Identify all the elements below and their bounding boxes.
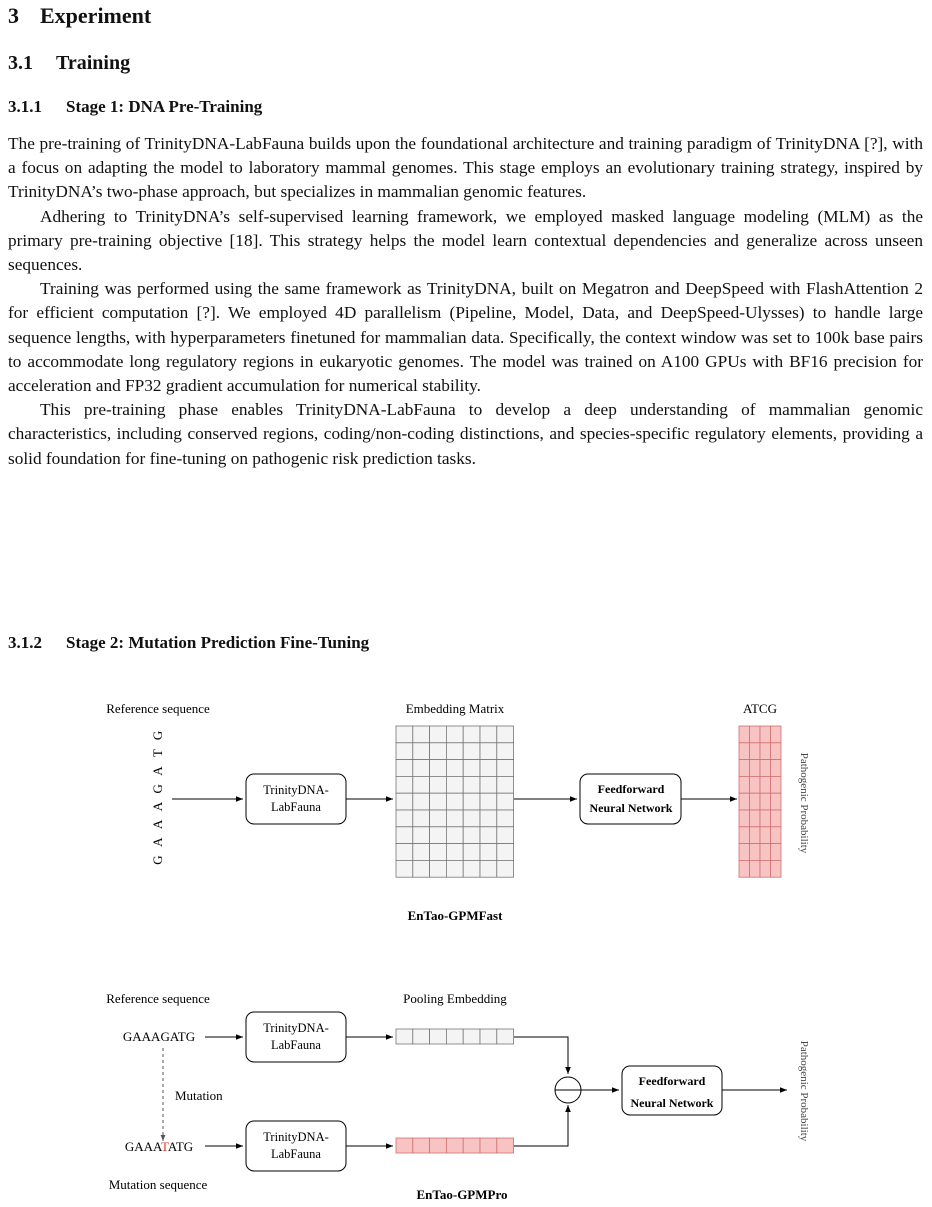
sequence-letter: G xyxy=(150,784,165,794)
embedding-cell xyxy=(396,726,413,743)
output-cell xyxy=(750,793,761,810)
output-cell xyxy=(760,726,771,743)
embedding-cell xyxy=(463,743,480,760)
pooling-cell-mutated xyxy=(497,1138,514,1153)
output-cell xyxy=(760,860,771,877)
embedding-cell xyxy=(396,860,413,877)
embedding-cell xyxy=(480,827,497,844)
pro-ref-label: Reference sequence xyxy=(106,991,210,1006)
mutation-sequence-label: Mutation sequence xyxy=(108,1177,208,1192)
subsection-title: Training xyxy=(56,52,131,74)
embedding-cell xyxy=(480,776,497,793)
paragraph: This pre-training phase enables TrinityDNA-LabFauna to develop a deep understanding of mammalian genomic characteristics, including conserved regions, coding/non-coding distinctions, and species-specific regulatory elements, providing a solid foundation for fine-tuning on pathogenic risk prediction tasks. xyxy=(8,400,923,468)
pro-model-bottom-line1: TrinityDNA- xyxy=(263,1130,329,1144)
sequence-letter: A xyxy=(150,766,165,776)
embedding-cell xyxy=(396,844,413,861)
embedding-cell xyxy=(413,743,430,760)
section-title: Experiment xyxy=(40,3,152,28)
stage2-title: Stage 2: Mutation Prediction Fine-Tuning xyxy=(66,633,370,652)
embedding-cell xyxy=(396,776,413,793)
mutation-label: Mutation xyxy=(175,1088,223,1103)
embedding-cell xyxy=(446,793,463,810)
pooling-cell xyxy=(480,1029,497,1044)
output-cell xyxy=(760,827,771,844)
output-cell xyxy=(739,827,750,844)
pooling-cell-mutated xyxy=(480,1138,497,1153)
pro-ffn-line2: Neural Network xyxy=(630,1096,714,1110)
embedding-cell xyxy=(480,743,497,760)
pooling-cell xyxy=(430,1029,447,1044)
embedding-cell xyxy=(430,793,447,810)
pooling-embedding-mut xyxy=(396,1138,514,1153)
sequence-letter: A xyxy=(150,837,165,847)
output-cell xyxy=(750,760,761,777)
sequence-letter: A xyxy=(150,819,165,830)
embedding-cell xyxy=(413,860,430,877)
embedding-cell xyxy=(413,793,430,810)
embedding-cell xyxy=(497,793,514,810)
output-cell xyxy=(760,810,771,827)
pro-model-top-line2: LabFauna xyxy=(271,1038,321,1052)
pro-model-bottom-line2: LabFauna xyxy=(271,1147,321,1161)
embedding-matrix-label: Embedding Matrix xyxy=(405,701,505,716)
embedding-cell xyxy=(396,743,413,760)
embedding-cell xyxy=(396,827,413,844)
embedding-cell xyxy=(430,827,447,844)
embedding-cell xyxy=(430,860,447,877)
paragraph: Training was performed using the same framework as TrinityDNA, built on Megatron and DeepSpeed with FlashAttention 2 for efficient computation [?]. We employed 4D parallelism (Pipeline, Model, Data, and DeepSpeed-Ulysses) to handle large sequence lengths, with hyperparameters finetuned for mammalian data. Specifically, the context window was set to 100k base pairs to accommodate long regulatory regions in eukaryotic genomes. The model was trained on A100 GPUs with BF16 precision for acceleration and FP32 gradient accumulation for numerical stability. xyxy=(8,279,923,396)
fast-ffn-line1: Feedforward xyxy=(597,782,665,796)
output-atcg-label: ATCG xyxy=(743,701,777,716)
mutated-base: T xyxy=(160,1139,168,1154)
output-cell xyxy=(760,776,771,793)
embedding-cell xyxy=(497,810,514,827)
embedding-matrix-grid xyxy=(396,726,514,877)
output-cell xyxy=(771,810,782,827)
fast-caption: EnTao-GPMFast xyxy=(407,908,503,923)
output-cell xyxy=(750,810,761,827)
pooling-cell xyxy=(413,1029,430,1044)
embedding-cell xyxy=(480,793,497,810)
embedding-cell xyxy=(430,760,447,777)
embedding-cell xyxy=(463,860,480,877)
pro-model-top-line1: TrinityDNA- xyxy=(263,1021,329,1035)
section-number: 3 xyxy=(8,3,19,28)
pooling-cell xyxy=(396,1029,413,1044)
embedding-cell xyxy=(446,827,463,844)
embedding-cell xyxy=(413,827,430,844)
embedding-cell xyxy=(446,860,463,877)
fast-ref-label: Reference sequence xyxy=(106,701,210,716)
output-cell xyxy=(771,844,782,861)
pro-ffn-line1: Feedforward xyxy=(638,1074,706,1088)
paragraph: The pre-training of TrinityDNA-LabFauna builds upon the foundational architecture and training paradigm of TrinityDNA [?], with a focus on adapting the model to laboratory mammal genomes. This stage employs an evolutionary training strategy, inspired by TrinityDNA’s two-phase approach, but specializes in mammalian genomic features. xyxy=(8,134,923,202)
embedding-cell xyxy=(430,743,447,760)
embedding-cell xyxy=(396,793,413,810)
pooling-cell-mutated xyxy=(413,1138,430,1153)
output-cell xyxy=(771,776,782,793)
pooling-cell-mutated xyxy=(430,1138,447,1153)
output-cell xyxy=(750,827,761,844)
embedding-cell xyxy=(463,760,480,777)
embedding-cell xyxy=(446,810,463,827)
pooling-cell xyxy=(446,1029,463,1044)
embedding-cell xyxy=(446,776,463,793)
embedding-cell xyxy=(446,726,463,743)
pooling-cell xyxy=(497,1029,514,1044)
pro-prob-label: Pathogenic Probability xyxy=(798,1040,810,1142)
output-cell xyxy=(750,860,761,877)
sequence-letter: G xyxy=(150,855,165,865)
embedding-cell xyxy=(480,726,497,743)
fast-model-line2: LabFauna xyxy=(271,800,321,814)
mutated-sequence: GAAATATG xyxy=(124,1139,194,1154)
paragraph: Adhering to TrinityDNA’s self-supervised learning framework, we employed masked language modeling (MLM) as the primary pre-training objective [18]. This strategy helps the model learn contextual dependencies and generalize across unseen sequences. xyxy=(8,206,923,275)
fast-ffn-line2: Neural Network xyxy=(589,801,673,815)
pooling-cell-mutated xyxy=(446,1138,463,1153)
embedding-cell xyxy=(430,810,447,827)
embedding-cell xyxy=(480,810,497,827)
embedding-cell xyxy=(497,776,514,793)
embedding-cell xyxy=(497,827,514,844)
pooling-embedding-label: Pooling Embedding xyxy=(403,991,507,1006)
output-cell xyxy=(739,760,750,777)
stage1-title: Stage 1: DNA Pre-Training xyxy=(66,97,263,116)
pooling-cell-mutated xyxy=(396,1138,413,1153)
output-cell xyxy=(739,743,750,760)
output-cell xyxy=(771,726,782,743)
output-cell xyxy=(771,827,782,844)
pooling-embedding-ref xyxy=(396,1029,514,1044)
output-cell xyxy=(739,860,750,877)
embedding-cell xyxy=(463,726,480,743)
sequence-letter: A xyxy=(150,801,165,812)
embedding-cell xyxy=(497,844,514,861)
embedding-cell xyxy=(446,760,463,777)
embedding-cell xyxy=(430,844,447,861)
embedding-cell xyxy=(413,810,430,827)
pro-diagram xyxy=(106,991,810,1202)
embedding-cell xyxy=(396,760,413,777)
output-cell xyxy=(771,793,782,810)
output-cell xyxy=(771,760,782,777)
embedding-cell xyxy=(413,844,430,861)
sequence-letter: T xyxy=(150,749,165,758)
embedding-cell xyxy=(396,810,413,827)
embedding-cell xyxy=(463,810,480,827)
embedding-cell xyxy=(497,760,514,777)
embedding-cell xyxy=(446,743,463,760)
output-cell xyxy=(760,793,771,810)
fast-model-box xyxy=(246,774,346,824)
embedding-cell xyxy=(480,860,497,877)
embedding-cell xyxy=(430,776,447,793)
output-cell xyxy=(760,844,771,861)
output-cell xyxy=(739,793,750,810)
output-cell xyxy=(739,776,750,793)
stage1-number: 3.1.1 xyxy=(8,97,42,116)
embedding-cell xyxy=(480,844,497,861)
output-cell xyxy=(739,726,750,743)
output-cell xyxy=(771,743,782,760)
embedding-cell xyxy=(413,776,430,793)
embedding-cell xyxy=(497,726,514,743)
sequence-letter: G xyxy=(150,730,165,741)
embedding-cell xyxy=(463,827,480,844)
fast-model-line1: TrinityDNA- xyxy=(263,783,329,797)
embedding-cell xyxy=(430,726,447,743)
embedding-cell xyxy=(413,760,430,777)
embedding-cell xyxy=(497,743,514,760)
embedding-cell xyxy=(497,860,514,877)
output-cell xyxy=(750,726,761,743)
output-cell xyxy=(760,743,771,760)
pooling-cell xyxy=(463,1029,480,1044)
output-cell xyxy=(750,743,761,760)
pro-model-box-top xyxy=(246,1012,346,1062)
embedding-cell xyxy=(463,793,480,810)
pro-caption: EnTao-GPMPro xyxy=(416,1187,508,1202)
output-cell xyxy=(771,860,782,877)
pooling-cell-mutated xyxy=(463,1138,480,1153)
embedding-cell xyxy=(446,844,463,861)
subsection-number: 3.1 xyxy=(8,52,33,74)
embedding-cell xyxy=(463,776,480,793)
pro-model-box-bottom xyxy=(246,1121,346,1171)
embedding-cell xyxy=(480,760,497,777)
ref-sequence: GAAAGATG xyxy=(122,1029,196,1044)
output-cell xyxy=(750,776,761,793)
fast-prob-label: Pathogenic Probability xyxy=(798,752,810,854)
output-cell xyxy=(760,760,771,777)
output-probability-grid xyxy=(739,726,781,877)
embedding-cell xyxy=(413,726,430,743)
stage2-number: 3.1.2 xyxy=(8,633,42,652)
embedding-cell xyxy=(463,844,480,861)
output-cell xyxy=(739,844,750,861)
fast-sequence xyxy=(150,731,165,865)
output-cell xyxy=(739,810,750,827)
fast-diagram xyxy=(106,701,810,923)
output-cell xyxy=(750,844,761,861)
